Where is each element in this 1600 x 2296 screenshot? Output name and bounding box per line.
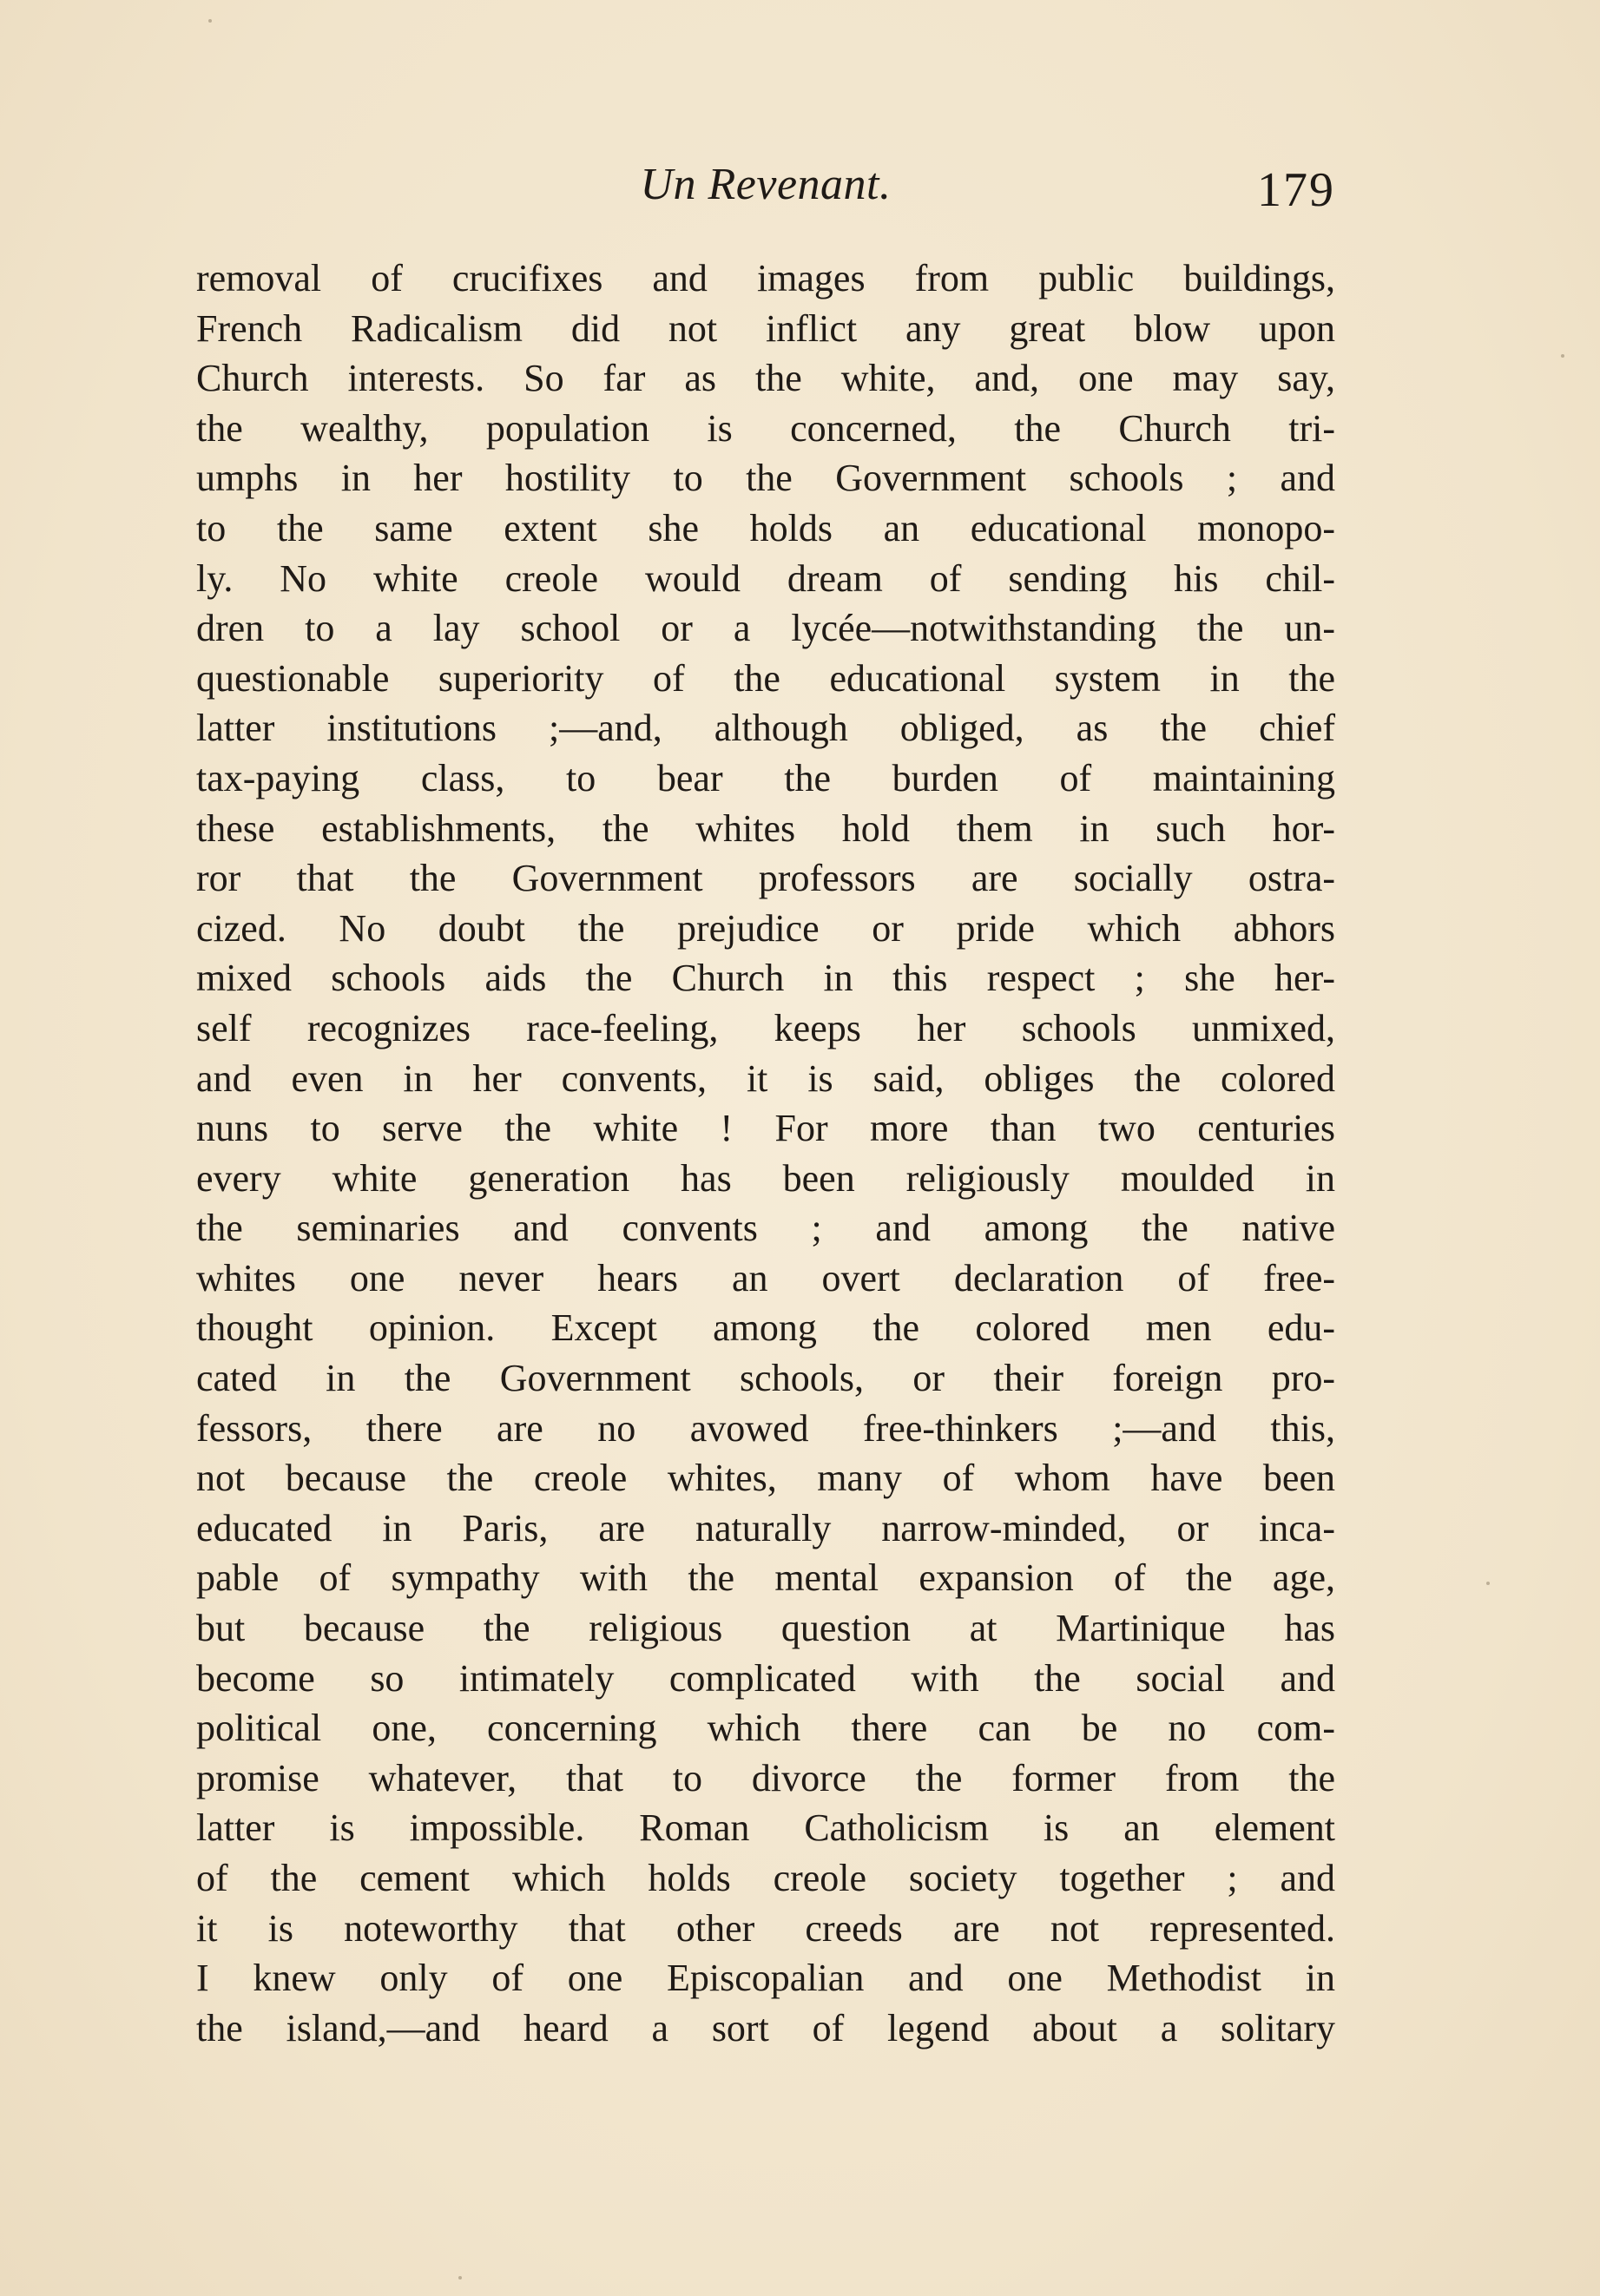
text-line: of the cement which holds creole society together ; and — [196, 1857, 1335, 1899]
text-line: French Radicalism did not inflict any great blow upon — [196, 306, 1335, 350]
text-line: nuns to serve the white ! For more than two centuries — [196, 1107, 1335, 1150]
text-line: promise whatever, that to divorce the former from the — [196, 1756, 1335, 1799]
text-line: mixed schools aids the Church in this respect ; she her- — [196, 957, 1335, 1000]
text-line: Church interests. So far as the white, and, one may say, — [196, 357, 1335, 400]
text-line: it is noteworthy that other creeds are not represented. — [196, 1906, 1335, 1950]
text-line: ror that the Government professors are socially ostra- — [196, 857, 1335, 900]
text-line: become so intimately complicated with the social and — [196, 1656, 1335, 1700]
text-line: cated in the Government schools, or their foreign pro- — [196, 1357, 1335, 1400]
page-number: 179 — [1257, 163, 1335, 217]
body-text — [196, 253, 1335, 2053]
paper-speck — [208, 19, 212, 23]
text-line: dren to a lay school or a lycée—notwithstanding the un- — [196, 607, 1335, 650]
text-line: every white generation has been religiously moulded in — [196, 1156, 1335, 1200]
text-line: the island,—and heard a sort of legend about a solitary — [196, 2006, 1335, 2049]
running-title: Un Revenant. — [640, 160, 892, 209]
text-line: tax-paying class, to bear the burden of maintaining — [196, 756, 1335, 799]
text-line: the wealthy, population is concerned, the Church tri- — [196, 406, 1335, 450]
paper-speck — [1486, 1582, 1490, 1585]
text-line: whites one never hears an overt declaration of free- — [196, 1256, 1335, 1299]
text-line: the seminaries and convents ; and among the native — [196, 1207, 1335, 1250]
text-line: self recognizes race-feeling, keeps her schools unmixed, — [196, 1006, 1335, 1049]
text-line: fessors, there are no avowed free-thinkers ;—and this, — [196, 1406, 1335, 1450]
text-line: these establishments, the whites hold them in such hor- — [196, 806, 1335, 850]
text-line: to the same extent she holds an educational monopo- — [196, 506, 1335, 549]
text-line: pable of sympathy with the mental expansion of the age, — [196, 1556, 1335, 1600]
paper-speck — [1561, 354, 1564, 358]
text-line: I knew only of one Episcopalian and one Methodist in — [196, 1957, 1335, 2000]
text-line: umphs in her hostility to the Government schools ; and — [196, 457, 1335, 500]
running-head — [196, 155, 1335, 233]
text-line: removal of crucifixes and images from public buildings, — [196, 257, 1335, 299]
paper-speck — [458, 2276, 462, 2280]
text-line: latter is impossible. Roman Catholicism is an element — [196, 1806, 1335, 1850]
text-line: thought opinion. Except among the colored men edu- — [196, 1306, 1335, 1350]
text-line: cized. No doubt the prejudice or pride which abhors — [196, 906, 1335, 950]
text-line: political one, concerning which there can be no com- — [196, 1707, 1335, 1750]
text-line: questionable superiority of the educational system in the — [196, 656, 1335, 700]
text-line: and even in her convents, it is said, obliges the colored — [196, 1056, 1335, 1100]
text-line: but because the religious question at Martinique has — [196, 1607, 1335, 1650]
text-line: not because the creole whites, many of whom have been — [196, 1457, 1335, 1500]
text-line: latter institutions ;—and, although obliged, as the chief — [196, 707, 1335, 750]
text-line: ly. No white creole would dream of sending his chil- — [196, 556, 1335, 600]
text-line: educated in Paris, are naturally narrow-minded, or inca- — [196, 1506, 1335, 1549]
